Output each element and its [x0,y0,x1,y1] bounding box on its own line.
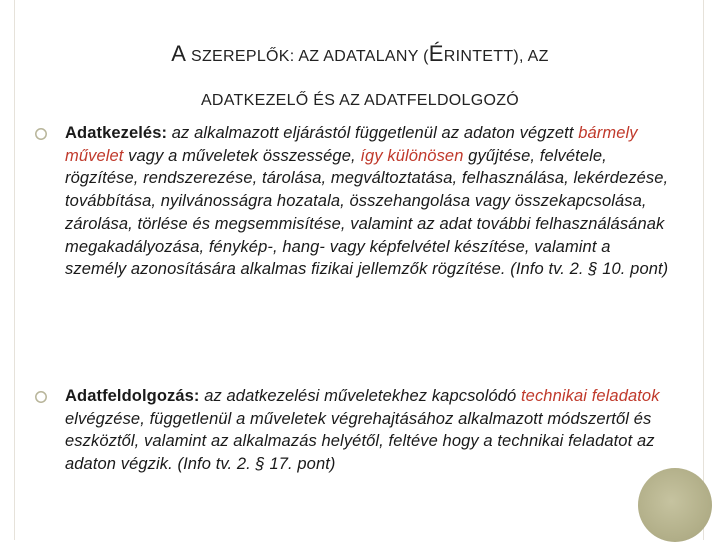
highlight-text: technikai feladatok [520,387,660,405]
slide-frame-right-line [703,0,704,540]
slide-frame-left-line [14,0,15,540]
title-line-1 [60,32,660,79]
ring-bullet-icon [34,127,48,141]
decorative-circle [638,468,712,542]
bullet-text-segment: az adatkezelési műveletekhez kapcsolódó [199,387,521,405]
term-label: Adatkezelés: [65,124,168,142]
bullet-text [65,385,674,476]
title-initial: A [171,41,187,66]
bullet-text-segment: elvégzése, függetlenül a műveletek végrehajtásához alkalmazott módszertől és eszköztől, valamint az alkalmazás helyétől, feltéve hogy a technikai feladatot az adaton végzik. (Info tv. 2. § 17. pont) [65,409,655,474]
highlight-text: bármely művelet [65,124,638,165]
title-part-2: RINTETT), AZ [443,48,549,65]
term-label: Adatfeldolgozás: [65,387,200,405]
bullet-adatfeldolgozas [34,385,674,476]
bullet-text-segment: gyűjtése, felvétele, rögzítése, rendszerezése, tárolása, megváltoztatása, felhasználása, lekérdezése, továbbítása, nyilvánosságra hozatala, összehangolása vagy összekapcsolása, zárolása, törlése és megsemmisítése, valamint az adat további felhasználásának megakadályozása, fénykép-, hang- vagy képfelvétel készítése, valamint a személy azonosítására alkalmas fizikai jellemzők rögzítése. (Info tv. 2. § 10. pont) [65,146,669,279]
ring-bullet-icon [34,390,48,404]
title-initial-2: É [428,41,444,66]
title-part-1: SZEREPLŐK: AZ ADATALANY ( [191,48,429,65]
title-line-2: ADATKEZELŐ ÉS AZ ADATFELDOLGOZÓ [200,92,520,109]
slide-title [60,32,660,123]
bullet-text-segment: az alkalmazott eljárástól függetlenül az adaton végzett [167,124,579,142]
bullet-text-segment: vagy a műveletek összessége, [123,146,361,165]
bullet-adatkezeles [34,122,674,281]
highlight-text: így különösen [360,146,464,165]
bullet-text [65,122,674,281]
